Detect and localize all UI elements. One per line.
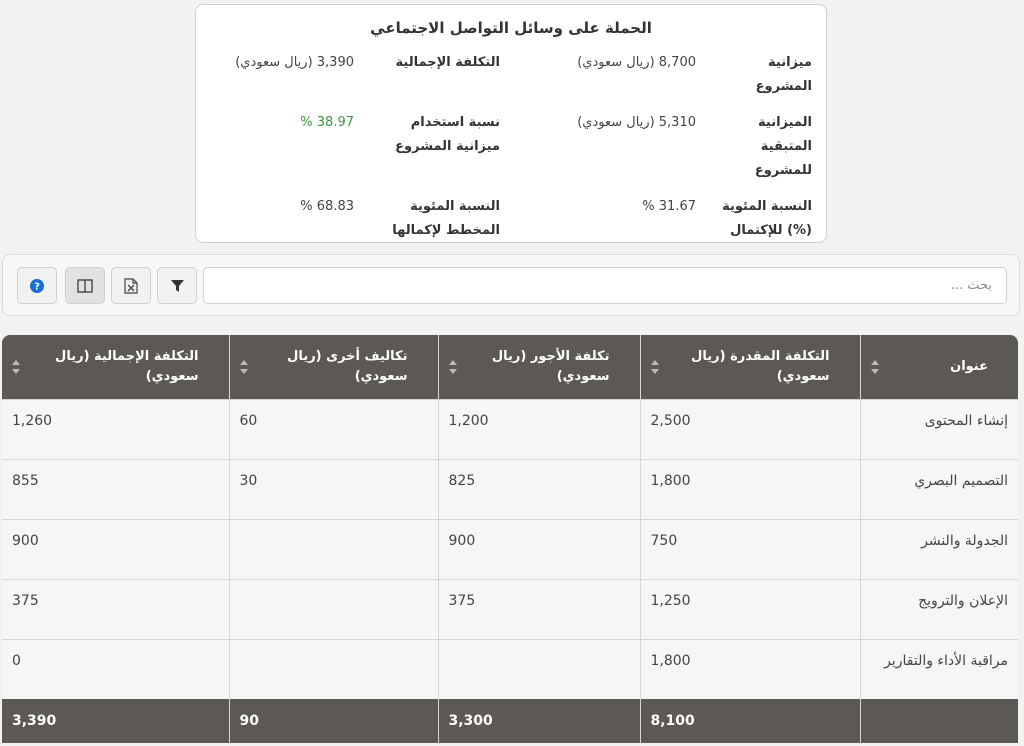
sort-icon: [449, 360, 457, 374]
total-cost-value: 3,390 (ريال سعودي): [235, 55, 354, 70]
total-total-cost: 3,390: [2, 699, 229, 743]
cell-labor-cost: 375: [438, 579, 640, 639]
cell-total-cost: 855: [2, 459, 229, 519]
search-input[interactable]: [203, 267, 1007, 304]
total-labor-cost: 3,300: [438, 699, 640, 743]
total-cost-label: التكلفة الإجمالية: [395, 55, 500, 70]
cell-other-costs: [229, 639, 438, 699]
table-row[interactable]: [2, 519, 1018, 579]
grid-toolbar: [2, 254, 1020, 316]
budget-usage-value: 38.97 %: [300, 115, 354, 130]
cell-other-costs: 30: [229, 459, 438, 519]
total-other-costs: 90: [229, 699, 438, 743]
remaining-budget-value: 5,310 (ريال سعودي): [577, 115, 696, 130]
cell-other-costs: 60: [229, 399, 438, 459]
total-estimated-cost: 8,100: [640, 699, 860, 743]
column-header-title[interactable]: عنوان: [860, 335, 1018, 399]
sort-icon: [240, 360, 248, 374]
filter-icon: [171, 280, 184, 292]
svg-text:?: ?: [34, 281, 40, 292]
project-summary-card: [195, 4, 827, 243]
completion-label: النسبة المئوية (%) للإكتمال: [722, 199, 812, 238]
excel-export-button[interactable]: [111, 267, 151, 304]
table-row[interactable]: [2, 399, 1018, 459]
remaining-budget-label: الميزانية المتبقية للمشروع: [754, 115, 812, 178]
column-header-total-cost[interactable]: التكلفة الإجمالية (ريال سعودي): [2, 335, 229, 399]
sort-icon: [871, 360, 879, 374]
completion-value: 31.67 %: [642, 199, 696, 214]
cell-other-costs: [229, 519, 438, 579]
cell-estimated-cost: 750: [640, 519, 860, 579]
table-row[interactable]: [2, 639, 1018, 699]
planned-completion-value: 68.83 %: [300, 199, 354, 214]
columns-button[interactable]: [65, 267, 105, 304]
sort-icon: [651, 360, 659, 374]
budget-usage-label: نسبة استخدام ميزانية المشروع: [395, 115, 500, 154]
project-budget-value: 8,700 (ريال سعودي): [577, 55, 696, 70]
help-icon: [30, 279, 44, 293]
cell-title: التصميم البصري: [860, 459, 1018, 519]
columns-icon: [77, 279, 93, 293]
summary-grid: [210, 51, 812, 243]
help-button[interactable]: [17, 267, 57, 304]
cell-total-cost: 900: [2, 519, 229, 579]
cell-other-costs: [229, 579, 438, 639]
cell-estimated-cost: 1,800: [640, 639, 860, 699]
filter-button[interactable]: [157, 267, 197, 304]
cost-table: [2, 335, 1018, 743]
cell-labor-cost: 1,200: [438, 399, 640, 459]
cell-title: مراقبة الأداء والتقارير: [860, 639, 1018, 699]
cell-title: الجدولة والنشر: [860, 519, 1018, 579]
column-header-estimated-cost[interactable]: التكلفة المقدرة (ريال سعودي): [640, 335, 860, 399]
cell-total-cost: 375: [2, 579, 229, 639]
table-header-row: [2, 335, 1018, 399]
cell-labor-cost: [438, 639, 640, 699]
excel-export-icon: [124, 278, 138, 294]
cell-total-cost: 1,260: [2, 399, 229, 459]
planned-completion-label: النسبة المئوية المخطط لإكمالها: [392, 199, 500, 238]
table-totals-row: [2, 699, 1018, 743]
cell-total-cost: 0: [2, 639, 229, 699]
cell-labor-cost: 825: [438, 459, 640, 519]
table-row[interactable]: [2, 579, 1018, 639]
column-header-labor-cost[interactable]: تكلفة الأجور (ريال سعودي): [438, 335, 640, 399]
cell-estimated-cost: 1,800: [640, 459, 860, 519]
project-title: الحملة على وسائل التواصل الاجتماعي: [370, 19, 652, 37]
total-title-cell: [860, 699, 1018, 743]
table-row[interactable]: [2, 459, 1018, 519]
cell-estimated-cost: 1,250: [640, 579, 860, 639]
sort-icon: [12, 360, 20, 374]
project-budget-label: ميزانية المشروع: [755, 55, 812, 94]
cell-estimated-cost: 2,500: [640, 399, 860, 459]
cell-title: إنشاء المحتوى: [860, 399, 1018, 459]
cell-title: الإعلان والترويج: [860, 579, 1018, 639]
column-header-other-costs[interactable]: تكاليف أخرى (ريال سعودي): [229, 335, 438, 399]
cell-labor-cost: 900: [438, 519, 640, 579]
